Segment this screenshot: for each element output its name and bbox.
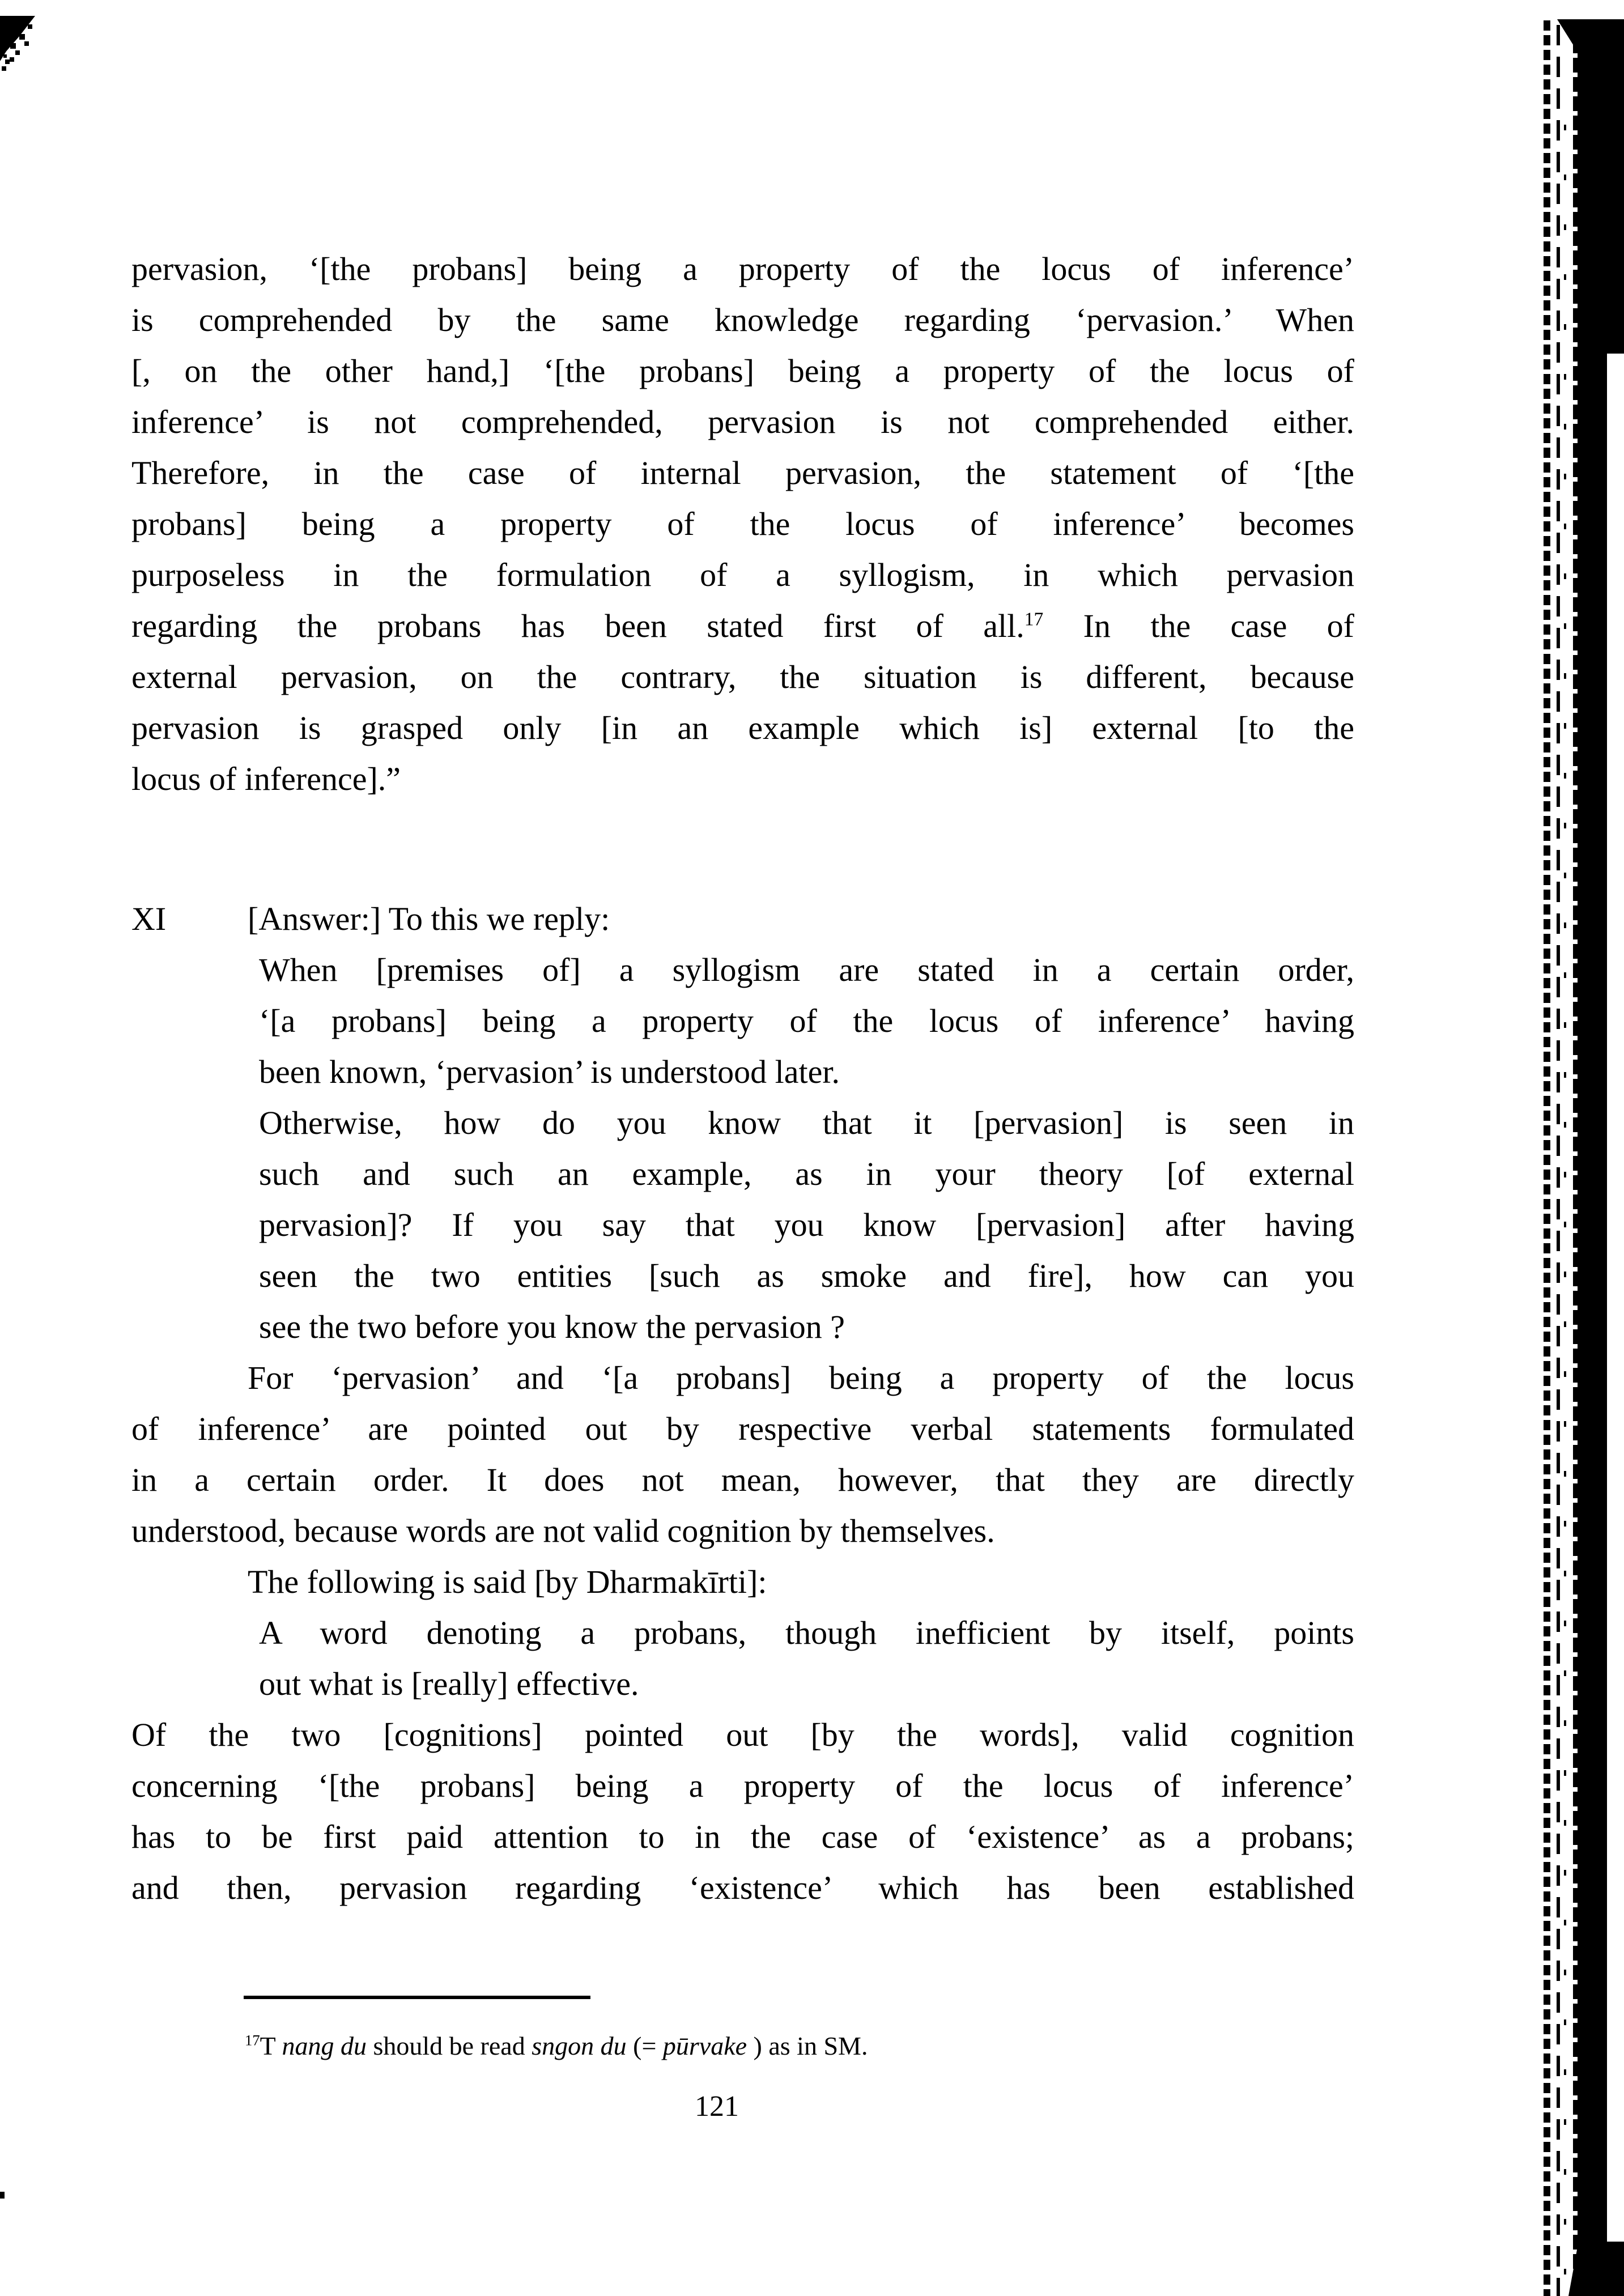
footnote-separator-rule bbox=[244, 1996, 590, 1999]
text-line: out what is [really] effective. bbox=[259, 1665, 639, 1702]
text-line: been known, ‘pervasion’ is understood later. bbox=[259, 1053, 840, 1090]
text-line: has to be first paid attention to in the case of ‘existence’ as a probans; bbox=[131, 1818, 1354, 1855]
answer-section bbox=[131, 894, 1354, 1353]
italic-text: nang du bbox=[282, 2031, 367, 2060]
text-line: Otherwise, how do you know that it [pervasion] is seen in bbox=[259, 1104, 1354, 1141]
section-label: XI bbox=[131, 900, 167, 937]
text-line: For ‘pervasion’ and ‘[a probans] being a property of the locus bbox=[248, 1359, 1354, 1396]
text-line: probans] being a property of the locus of inference’ becomes bbox=[131, 505, 1354, 542]
text-line: is comprehended by the same knowledge regarding ‘pervasion.’ When bbox=[131, 301, 1354, 338]
text-line: pervasion is grasped only [in an example which is] external [to the bbox=[131, 709, 1354, 746]
text-line: concerning ‘[the probans] being a property of the locus of inference’ bbox=[131, 1767, 1354, 1804]
scan-artifact-band-top-cap bbox=[1557, 19, 1624, 56]
scan-artifact-gutter-streak-1 bbox=[1544, 20, 1550, 2296]
prose-paragraph-2 bbox=[131, 1710, 1354, 1914]
text-line: seen the two entities [such as smoke and fire], how can you bbox=[259, 1257, 1354, 1294]
text-line: A word denoting a probans, though inefficient by itself, points bbox=[259, 1614, 1354, 1651]
continuation-paragraph bbox=[131, 244, 1354, 805]
scan-artifact-corner-speckle bbox=[3, 54, 7, 58]
text-line: in a certain order. It does not mean, however, that they are directly bbox=[131, 1461, 1354, 1498]
text-line: pervasion]? If you say that you know [pervasion] after having bbox=[259, 1206, 1354, 1243]
scan-artifact-band-ragged-edge bbox=[1573, 19, 1578, 2296]
scan-artifact-binding-band bbox=[1578, 19, 1607, 2296]
text-line: Of the two [cognitions] pointed out [by the words], valid cognition bbox=[131, 1716, 1354, 1753]
italic-text: pūrvake bbox=[662, 2031, 747, 2060]
text-line: locus of inference].” bbox=[131, 760, 401, 797]
page-number: 121 bbox=[695, 2090, 739, 2123]
text-line: ‘[a probans] being a property of the locus of inference’ having bbox=[259, 1002, 1354, 1039]
scan-artifact-band-top-right bbox=[1607, 19, 1624, 354]
text-line: such and such an example, as in your theory [of external bbox=[259, 1155, 1354, 1192]
text-line: purposeless in the formulation of a syllogism, in which pervasion bbox=[131, 556, 1354, 593]
text-line: [, on the other hand,] ‘[the probans] being a property of the locus of bbox=[131, 352, 1354, 389]
scan-artifact-gutter-streak-2 bbox=[1557, 20, 1560, 2296]
text-line: understood, because words are not valid cognition by themselves. bbox=[131, 1512, 995, 1549]
prose-paragraph-1 bbox=[131, 1353, 1354, 1557]
text-line: Therefore, in the case of internal pervasion, the statement of ‘[the bbox=[131, 454, 1354, 491]
text-line: regarding the probans has been stated first of all.$^{17}$ In the case of bbox=[131, 607, 1354, 644]
italic-text: sngon du bbox=[532, 2031, 627, 2060]
text-block bbox=[131, 244, 1354, 1914]
answer-head-text: [Answer:] To this we reply: bbox=[248, 900, 610, 937]
text-line: external pervasion, on the contrary, the situation is different, because bbox=[131, 658, 1354, 695]
quotation-section bbox=[131, 1557, 1354, 1710]
text-line: When [premises of] a syllogism are stated in a certain order, bbox=[259, 951, 1354, 988]
text-line bbox=[131, 894, 1354, 945]
text-line: of inference’ are pointed out by respective verbal statements formulated bbox=[131, 1410, 1354, 1447]
text-line: and then, pervasion regarding ‘existence’ which has been established bbox=[131, 1869, 1354, 1906]
superscript-reference: 17 bbox=[245, 2031, 260, 2049]
scan-artifact-gutter-streak-3 bbox=[1564, 125, 1566, 2278]
scan-artifact-left-speck bbox=[0, 2192, 5, 2199]
text-line: see the two before you know the pervasion ? bbox=[259, 1308, 845, 1345]
superscript-reference: 17 bbox=[1024, 609, 1044, 630]
footnote-text: $^{17}$T nang du should be read sngon du (= pūrvake ) as in SM. bbox=[245, 2031, 868, 2060]
text-line: The following is said [by Dharmakīrti]: bbox=[248, 1563, 767, 1600]
text-line: pervasion, ‘[the probans] being a property of the locus of inference’ bbox=[131, 250, 1354, 287]
text-line: inference’ is not comprehended, pervasion is not comprehended either. bbox=[131, 403, 1354, 440]
